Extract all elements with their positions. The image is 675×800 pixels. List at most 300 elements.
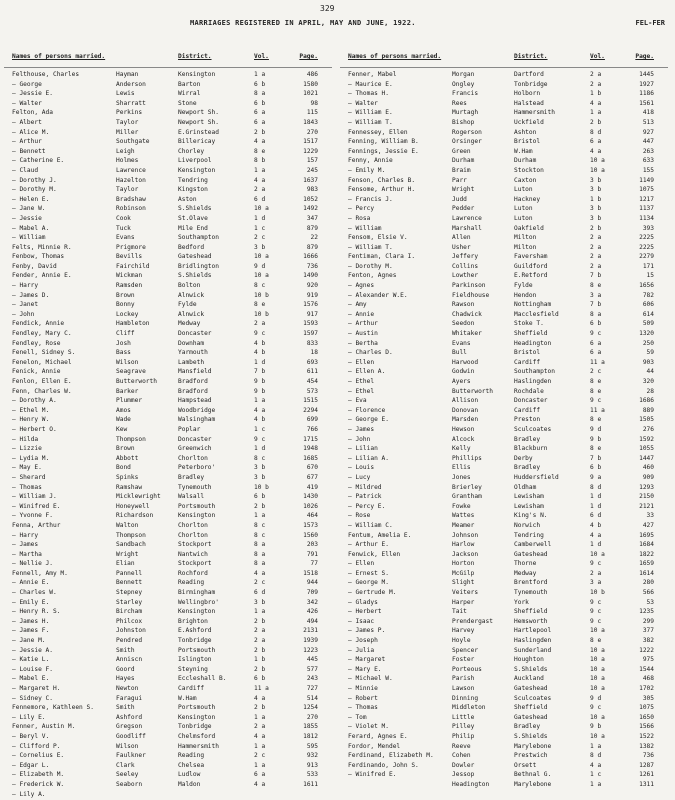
entry-page: 1560 — [303, 531, 318, 539]
entry-name: — Elizabeth M. — [12, 771, 65, 779]
entry-page: 1137 — [639, 205, 654, 213]
entry-name: Fenick, Annie — [12, 368, 61, 376]
entry-spouse: Hayes — [116, 675, 135, 683]
entry-vol: 10 a — [590, 627, 605, 635]
entry-name: — James P. — [348, 627, 386, 635]
table-row — [340, 262, 668, 272]
entry-spouse: Wilson — [116, 358, 139, 366]
entry-vol: 1 a — [254, 608, 266, 616]
entry-page: 920 — [306, 282, 318, 290]
entry-spouse: Bond — [116, 464, 131, 472]
entry-vol: 2 a — [590, 71, 602, 78]
table-row — [4, 252, 332, 262]
entry-district: Haslingden — [514, 378, 552, 385]
table-row — [4, 761, 332, 771]
table-row — [340, 108, 668, 118]
entry-name: — Henry R. S. — [12, 608, 61, 616]
entry-district: Kensington — [178, 166, 216, 174]
entry-vol: 2 a — [254, 186, 266, 194]
entry-page: 426 — [306, 608, 318, 616]
entry-spouse: Lewis — [116, 90, 135, 98]
entry-district: Tendring — [514, 531, 544, 539]
entry-district: Hartlepool — [514, 627, 552, 635]
entry-spouse: Goodliff — [116, 732, 146, 740]
entry-district: Tonbridge — [178, 637, 212, 645]
entry-name: Felthouse, Charles — [12, 71, 80, 78]
entry-name: — Joseph — [348, 637, 378, 645]
table-row — [340, 367, 668, 377]
entry-vol: 4 a — [590, 99, 602, 107]
entry-spouse: Wright — [452, 186, 475, 194]
table-row — [340, 588, 668, 598]
entry-district: Stockton — [514, 166, 544, 174]
entry-vol: 6 d — [254, 195, 266, 203]
entry-spouse: Thompson — [116, 435, 146, 443]
entry-spouse: Thompson — [116, 531, 146, 539]
entry-vol: 6 d — [590, 512, 602, 520]
entry-district: Houghton — [514, 656, 544, 664]
entry-spouse: Lawrence — [452, 214, 482, 222]
table-row — [340, 89, 668, 99]
entry-spouse: Harlow — [452, 541, 475, 549]
entry-name: — Margaret — [348, 656, 386, 664]
entry-name: — Jessie A. — [12, 646, 53, 654]
entry-spouse: Miller — [116, 128, 139, 136]
entry-name: — Lilian — [348, 445, 378, 453]
entry-vol: 3 b — [590, 205, 602, 213]
entry-vol: 1 d — [590, 502, 602, 510]
table-row — [4, 89, 332, 99]
entry-spouse: Rees — [452, 99, 467, 107]
entry-page: 1055 — [639, 445, 654, 453]
entry-vol: 1 a — [254, 761, 266, 769]
entry-spouse: Starley — [116, 598, 143, 606]
table-row — [340, 204, 668, 214]
entry-name: — James F. — [12, 627, 50, 635]
entry-vol: 1 d — [590, 493, 602, 501]
entry-district: S.Shields — [514, 665, 548, 673]
entry-vol: 8 e — [590, 637, 602, 645]
entry-page: 889 — [642, 406, 654, 414]
entry-vol: 6 b — [254, 493, 266, 501]
entry-spouse: Philip — [452, 732, 475, 740]
entry-vol: 1 d — [254, 445, 266, 453]
entry-vol: 4 b — [254, 416, 266, 424]
entry-district: Cardiff — [514, 358, 541, 366]
entry-name: — Amy — [348, 301, 367, 309]
entry-vol: 4 b — [254, 349, 266, 357]
entry-spouse: Kelly — [452, 445, 471, 453]
entry-page: 909 — [642, 473, 654, 481]
entry-district: Milton — [514, 234, 537, 242]
entry-name: — William — [12, 234, 46, 242]
entry-name: — Ellen — [348, 358, 375, 366]
table-row — [4, 473, 332, 483]
entry-vol: 11 a — [590, 358, 605, 366]
entry-district: Billericay — [178, 138, 216, 146]
entry-vol: 9 c — [590, 598, 602, 606]
entry-page: 454 — [306, 378, 318, 385]
entry-name: — Henry W. — [12, 416, 50, 424]
entry-name: — Alice M. — [12, 128, 50, 136]
entry-district: Stockport — [178, 541, 212, 549]
entry-spouse: Spencer — [452, 646, 479, 654]
entry-page: 1320 — [639, 330, 654, 338]
entry-name: — Cornelius E. — [12, 752, 65, 760]
entry-spouse — [116, 790, 178, 800]
entry-vol: 4 a — [590, 531, 602, 539]
table-row — [340, 511, 668, 521]
entry-district: Alnwick — [178, 291, 205, 299]
entry-spouse: Butterworth — [116, 378, 157, 385]
entry-page: 1822 — [639, 550, 654, 558]
entry-spouse: Ramshaw — [116, 483, 143, 491]
entry-page: 2279 — [639, 253, 654, 261]
entry-name: — May E. — [12, 464, 42, 472]
entry-spouse: Micklewright — [116, 493, 161, 501]
entry-name: — Claud — [12, 166, 39, 174]
table-row — [4, 262, 332, 272]
entry-district: King's N. — [514, 512, 548, 520]
entry-name: — Emily M. — [348, 166, 386, 174]
entry-name: — John — [348, 435, 371, 443]
entry-page: 1580 — [303, 80, 318, 88]
entry-vol: 8 a — [590, 310, 602, 318]
entry-spouse: Parr — [452, 176, 467, 184]
entry-district: Rochford — [178, 569, 208, 577]
entry-name: — Sidney C. — [12, 694, 53, 702]
entry-name: Fenlon, Ellen E. — [12, 378, 72, 385]
entry-vol: 6 d — [254, 589, 266, 597]
entry-name: — Eva — [348, 397, 367, 405]
entry-district: Macclesfield — [514, 310, 559, 318]
entry-spouse: Bradshaw — [116, 195, 146, 203]
entry-name: Fendick, Annie — [12, 320, 65, 328]
entry-name: — Nellie J. — [12, 560, 53, 568]
table-row — [340, 742, 668, 752]
entry-name: — Lily A. — [12, 790, 46, 798]
entry-spouse: Cliff — [116, 330, 135, 338]
entry-page: 736 — [642, 752, 654, 760]
entry-name: — Thomas — [12, 483, 42, 491]
entry-vol: 6 b — [254, 675, 266, 683]
entry-district: Holborn — [514, 90, 541, 98]
entry-vol: 9 d — [590, 694, 602, 702]
entry-vol: 9 c — [590, 704, 602, 712]
entry-vol: 9 c — [590, 617, 602, 625]
table-row — [340, 214, 668, 224]
entry-page: 1430 — [303, 493, 318, 501]
entry-name: — Yvonne F. — [12, 512, 53, 520]
table-row — [4, 444, 332, 454]
table-row — [340, 703, 668, 713]
entry-spouse: McGilp — [452, 569, 475, 577]
entry-vol: 2 a — [254, 320, 266, 328]
entry-page: 299 — [642, 617, 654, 625]
entry-name: Fenby, David — [12, 262, 57, 270]
entry-page: 1518 — [303, 569, 318, 577]
entry-spouse: Lawrence — [116, 166, 146, 174]
entry-page: 1611 — [303, 780, 318, 788]
entry-district: Headington — [514, 339, 552, 347]
entry-page — [288, 790, 318, 800]
table-row — [340, 339, 668, 349]
entry-vol: 4 a — [590, 147, 602, 155]
table-row — [340, 300, 668, 310]
table-row — [340, 770, 668, 780]
entry-vol: 8 c — [254, 454, 266, 462]
entry-name: Fensome, Arthur H. — [348, 186, 416, 194]
entry-page: 468 — [642, 675, 654, 683]
entry-spouse: Francis — [452, 90, 479, 98]
entry-district: Bridlington — [178, 262, 219, 270]
entry-district: Dartford — [514, 71, 544, 78]
entry-spouse: Wade — [116, 416, 131, 424]
table-row — [4, 790, 332, 800]
entry-name: — George — [12, 80, 42, 88]
entry-page: 1505 — [639, 416, 654, 424]
entry-page: 320 — [642, 378, 654, 385]
table-row — [340, 406, 668, 416]
entry-name: Ferdinando, John S. — [348, 761, 419, 769]
entry-vol: 7 b — [590, 454, 602, 462]
entry-name: — Dorothy J. — [12, 176, 57, 184]
entry-page: 917 — [306, 310, 318, 318]
entry-page: 927 — [642, 128, 654, 136]
entry-name: — Florence — [348, 406, 386, 414]
table-row — [4, 646, 332, 656]
entry-vol: 8 a — [254, 550, 266, 558]
entry-spouse: Judd — [452, 195, 467, 203]
entry-page: 270 — [306, 713, 318, 721]
entry-page: 1021 — [303, 90, 318, 98]
table-row — [340, 569, 668, 579]
entry-vol: 1 d — [590, 541, 602, 549]
entry-district: Kensington — [178, 512, 216, 520]
table-row — [340, 559, 668, 569]
entry-name: — William T. — [348, 243, 393, 251]
entry-vol: 3 b — [254, 598, 266, 606]
table-row — [340, 617, 668, 627]
entry-district: Nantwich — [178, 550, 208, 558]
entry-name: — Hilda — [12, 435, 39, 443]
table-row — [340, 319, 668, 329]
entry-name: — Jessie — [12, 214, 42, 222]
entry-spouse: Cohen — [452, 752, 471, 760]
entry-name: — Margaret H. — [12, 685, 61, 692]
table-row — [340, 444, 668, 454]
entry-page: 59 — [646, 349, 654, 357]
table-row — [4, 674, 332, 684]
entry-district: Steyning — [178, 665, 208, 673]
entry-spouse: Headington — [452, 780, 490, 788]
entry-district: York — [514, 598, 529, 606]
entry-spouse: Philcox — [116, 617, 143, 625]
entry-vol: 9 b — [590, 435, 602, 443]
entry-page: 1287 — [639, 761, 654, 769]
entry-page: 464 — [306, 512, 318, 520]
table-row — [340, 310, 668, 320]
entry-vol: 1 c — [254, 425, 266, 433]
entry-name: Fenbow, Thomas — [12, 253, 65, 261]
entry-name: — Maurice E. — [348, 80, 393, 88]
entry-vol: 10 b — [254, 483, 269, 491]
entry-page: 932 — [306, 752, 318, 760]
entry-page: 1927 — [639, 80, 654, 88]
table-row — [340, 540, 668, 550]
entry-district: Chorlton — [178, 454, 208, 462]
entry-name: — Gladys — [348, 598, 378, 606]
entry-vol: 3 b — [590, 214, 602, 222]
entry-district: Halstead — [514, 99, 544, 107]
entry-district: Orsett — [514, 761, 537, 769]
entry-name: — Walter — [348, 99, 378, 107]
entry-page: 1311 — [639, 780, 654, 788]
entry-district: Tynemouth — [514, 589, 548, 597]
entry-spouse: Hayman — [116, 71, 139, 78]
entry-page: 1695 — [639, 531, 654, 539]
entry-district: Yarmouth — [178, 349, 208, 357]
table-row — [4, 665, 332, 675]
entry-district: Wellingbro' — [178, 598, 219, 606]
entry-vol — [254, 790, 288, 800]
entry-spouse: Whitaker — [452, 330, 482, 338]
table-row — [340, 780, 668, 790]
entry-spouse: Veiters — [452, 589, 479, 597]
entry-district: Tonbridge — [514, 80, 548, 88]
entry-vol: 2 c — [590, 368, 602, 376]
entry-district: Bradley — [514, 723, 541, 731]
entry-spouse: Usher — [452, 243, 471, 251]
entry-district: Rochdale — [514, 387, 544, 395]
entry-page: 1515 — [303, 397, 318, 405]
entry-vol: 6 a — [254, 118, 266, 126]
entry-district: Mansfield — [178, 368, 212, 376]
table-row — [4, 694, 332, 704]
entry-district: Greenwich — [178, 445, 212, 453]
entry-page: 1445 — [639, 71, 654, 78]
entry-name: — Rosa — [348, 214, 371, 222]
entry-district: Hackney — [514, 195, 541, 203]
entry-spouse: Phillips — [452, 454, 482, 462]
entry-district: Bethnal G. — [514, 771, 552, 779]
entry-vol: 3 a — [590, 291, 602, 299]
entry-name: Fennell, Amy M. — [12, 569, 68, 577]
table-row — [4, 569, 332, 579]
column-header — [340, 47, 668, 68]
entry-spouse: Middleton — [452, 704, 486, 712]
entry-name: — Bertha — [348, 339, 378, 347]
entry-page: 1715 — [303, 435, 318, 443]
entry-page: 1492 — [303, 205, 318, 213]
entry-spouse: Abbott — [116, 454, 139, 462]
entry-spouse: Fieldhouse — [452, 291, 490, 299]
entry-page: 98 — [310, 99, 318, 107]
entry-page: 879 — [306, 224, 318, 232]
entry-spouse: Tuck — [116, 224, 131, 232]
entry-vol: 4 a — [254, 732, 266, 740]
entry-page: 77 — [310, 560, 318, 568]
table-row — [340, 531, 668, 541]
table-row — [4, 310, 332, 320]
table-row — [4, 176, 332, 186]
table-row — [4, 156, 332, 166]
table-row — [4, 742, 332, 752]
entry-district: Walsall — [178, 493, 205, 501]
entry-vol: 2 a — [590, 234, 602, 242]
entry-page: 1597 — [303, 330, 318, 338]
entry-name: — James D. — [12, 291, 50, 299]
entry-name: — Ernest S. — [348, 569, 389, 577]
entry-name: — Jane M. — [12, 637, 46, 645]
entry-vol: 6 b — [590, 464, 602, 472]
entry-spouse: Ramsden — [116, 282, 143, 290]
entry-vol: 10 a — [590, 646, 605, 654]
entry-vol: 8 e — [590, 416, 602, 424]
entry-page: 22 — [310, 234, 318, 242]
entry-vol: 2 b — [254, 704, 266, 712]
entry-name: Felts, Minnie R. — [12, 243, 72, 251]
table-row — [4, 243, 332, 253]
entry-district: Portsmouth — [178, 704, 216, 712]
table-row — [340, 176, 668, 186]
entry-vol: 9 c — [590, 608, 602, 616]
entry-page: 577 — [306, 665, 318, 673]
table-row — [340, 80, 668, 90]
entry-name: Fenson, Charles B. — [348, 176, 416, 184]
entry-name: — Jessie E. — [12, 90, 53, 98]
entry-vol: 10 a — [590, 665, 605, 673]
entry-vol: 1 b — [254, 656, 266, 664]
table-row — [340, 137, 668, 147]
entry-district: Gateshead — [514, 550, 548, 558]
entry-district: Cardiff — [514, 406, 541, 414]
table-row — [4, 415, 332, 425]
entry-vol: 2 a — [254, 723, 266, 731]
entry-page: 1686 — [639, 397, 654, 405]
entry-name: — Harry — [12, 282, 39, 290]
entry-page: 305 — [642, 694, 654, 702]
entry-spouse: Wilson — [116, 742, 139, 750]
entry-spouse: Kew — [116, 425, 128, 433]
entry-spouse: Morgan — [452, 71, 475, 78]
entry-spouse: Wickman — [116, 272, 143, 280]
entry-name: — William T. — [348, 118, 393, 126]
entry-name: — Albert — [12, 118, 42, 126]
table-row — [4, 550, 332, 560]
entry-spouse: Allison — [452, 397, 479, 405]
table-row — [340, 281, 668, 291]
entry-name: Fenwick, Ellen — [348, 550, 401, 558]
entry-vol: 3 b — [254, 464, 266, 472]
table-row — [340, 415, 668, 425]
entry-vol: 8 c — [254, 521, 266, 529]
header-district: District. — [178, 53, 212, 61]
table-row — [4, 559, 332, 569]
entry-spouse: Lawson — [452, 685, 475, 692]
table-row — [340, 233, 668, 243]
entry-vol: 8 b — [254, 157, 266, 165]
entry-page: 2121 — [639, 502, 654, 510]
table-row — [4, 319, 332, 329]
table-row — [4, 588, 332, 598]
entry-name: — Dorothy M. — [348, 262, 393, 270]
entry-page: 1843 — [303, 118, 318, 126]
entry-vol: 10 a — [254, 205, 269, 213]
entry-spouse: Jones — [452, 473, 471, 481]
table-row — [4, 463, 332, 473]
entry-district — [178, 790, 254, 800]
